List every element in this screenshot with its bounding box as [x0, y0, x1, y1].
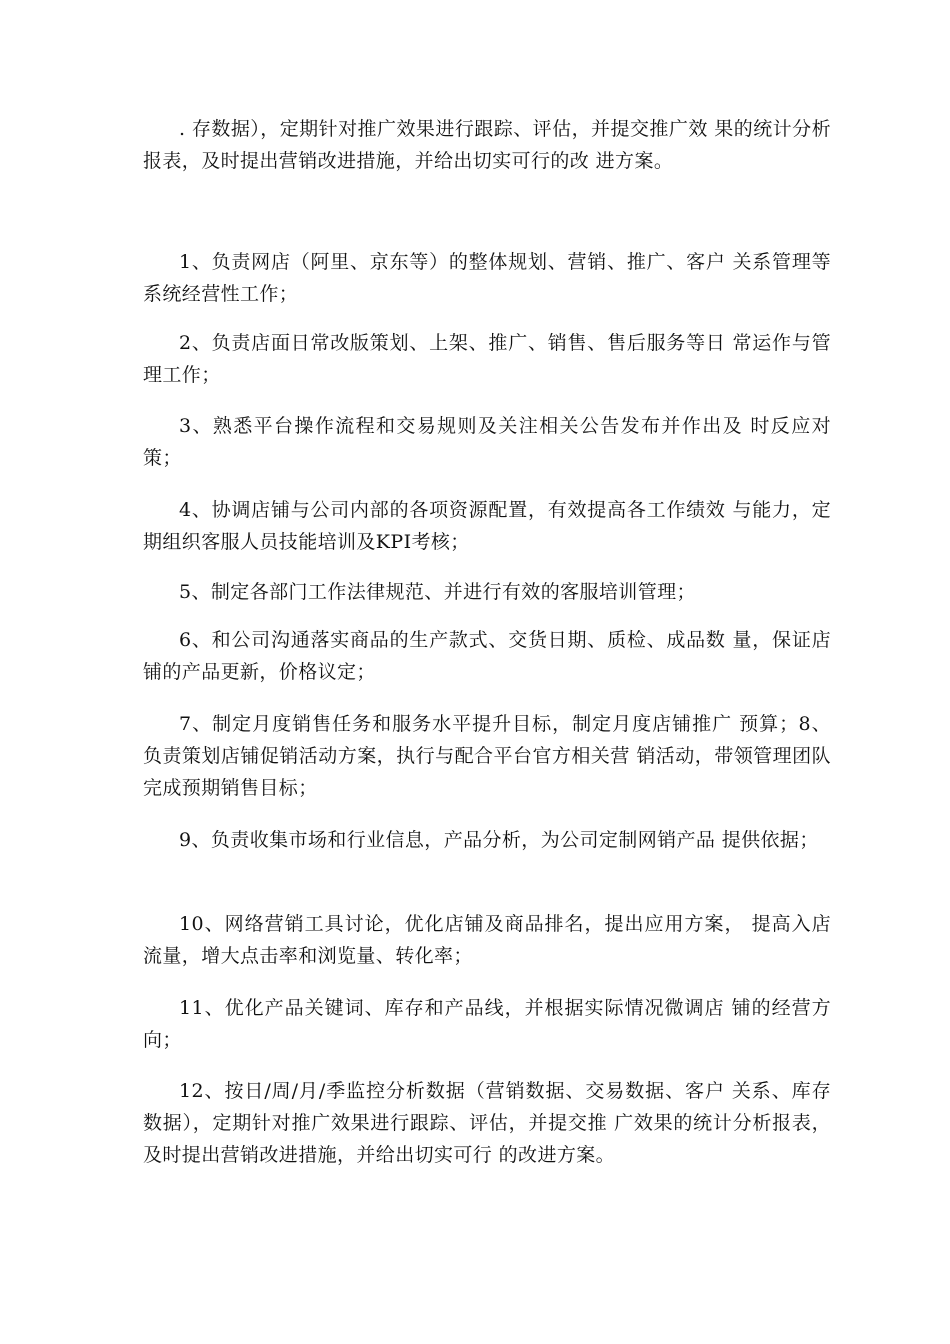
list-item-5: 5、制定各部门工作法律规范、并进行有效的客服培训管理； [179, 581, 696, 603]
intro-paragraph: . 存数据），定期针对推广效果进行跟踪、评估，并提交推广效 果的统计分析报表，及时提出营销改进措施，并给出切实可行的改 进方案。 [143, 118, 831, 172]
list-item-3: 3、熟悉平台操作流程和交易规则及关注相关公告发布并作出及 时反应对策； [143, 415, 831, 469]
list-item-1: 1、负责网店（阿里、京东等）的整体规划、营销、推广、客户 关系管理等系统经营性工作； [143, 251, 831, 305]
list-item-12: 12、按日/周/月/季监控分析数据（营销数据、交易数据、客户 关系、库存数据），定期针对推广效果进行跟踪、评估，并提交推 广效果的统计分析报表，及时提出营销改进措施，并给出切实可行 的改进方案。 [143, 1080, 831, 1166]
list-item-6: 6、和公司沟通落实商品的生产款式、交货日期、质检、成品数 量，保证店铺的产品更新，价格议定； [143, 629, 831, 683]
list-item-9: 9、负责收集市场和行业信息，产品分析，为公司定制网销产品 提供依据； [179, 829, 819, 851]
list-item-4: 4、协调店铺与公司内部的各项资源配置，有效提高各工作绩效 与能力，定期组织客服人员技能培训及KPI考核； [143, 499, 831, 553]
list-item-10: 10、网络营销工具讨论，优化店铺及商品排名，提出应用方案， 提高入店流量，增大点击率和浏览量、转化率； [143, 913, 831, 967]
list-item-11: 11、优化产品关键词、库存和产品线，并根据实际情况微调店 铺的经营方向； [143, 997, 831, 1051]
list-item-2: 2、负责店面日常改版策划、上架、推广、销售、售后服务等日 常运作与管理工作； [143, 332, 831, 386]
list-item-7: 7、制定月度销售任务和服务水平提升目标，制定月度店铺推广 预算；8、负责策划店铺促销活动方案，执行与配合平台官方相关营 销活动，带领管理团队完成预期销售目标； [143, 713, 831, 799]
